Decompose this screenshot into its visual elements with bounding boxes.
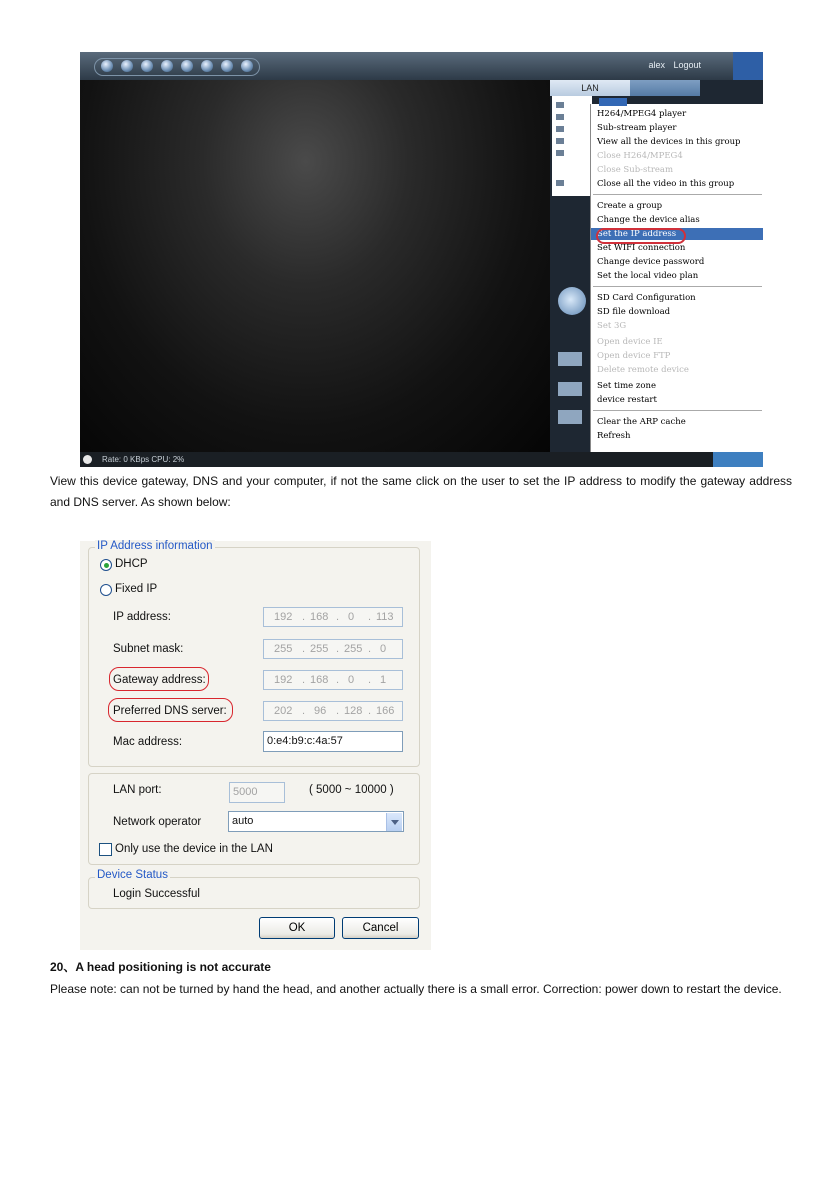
body-paragraph: Please note: can not be turned by hand the head, and another actually there is a small error. Correction: power down to restart the device. xyxy=(50,982,782,996)
list-icon[interactable] xyxy=(201,60,213,72)
fixed-ip-label: Fixed IP xyxy=(115,583,158,595)
mac-label: Mac address: xyxy=(113,736,183,748)
ip-octet: 1 xyxy=(380,674,387,686)
tree-node-icon[interactable] xyxy=(556,114,564,120)
ip-octet: 0 xyxy=(348,674,355,686)
menu-item[interactable]: H264/MPEG4 player xyxy=(597,109,687,119)
menu-item[interactable]: Refresh xyxy=(597,431,631,441)
network-operator-label: Network operator xyxy=(113,816,202,828)
ip-octet: 0 xyxy=(380,643,387,655)
user-icon[interactable] xyxy=(181,60,193,72)
device-status-text: Login Successful xyxy=(113,888,200,900)
menu-item-disabled: Open device FTP xyxy=(597,351,671,361)
highlight-oval xyxy=(596,228,686,244)
username: alex xyxy=(648,60,665,70)
status-bar xyxy=(80,452,763,467)
record-icon[interactable] xyxy=(558,352,582,366)
menu-separator xyxy=(593,286,762,287)
menu-item[interactable]: Change the device alias xyxy=(597,215,700,225)
tab-lan[interactable]: LAN xyxy=(550,80,630,96)
home-icon[interactable] xyxy=(141,60,153,72)
tree-node-icon[interactable] xyxy=(556,180,564,186)
lan-port-range: ( 5000 ~ 10000 ) xyxy=(309,784,394,796)
menu-item-disabled: Set 3G xyxy=(597,321,627,331)
ip-address-label: IP address: xyxy=(113,611,171,623)
menu-item[interactable]: Sub-stream player xyxy=(597,123,677,133)
ptz-control-icon[interactable] xyxy=(558,287,586,315)
menu-item[interactable]: SD file download xyxy=(597,307,671,317)
ip-octet: 0 xyxy=(348,611,355,623)
lan-port-label: LAN port: xyxy=(113,784,162,796)
menu-item-disabled: Delete remote device xyxy=(597,365,689,375)
ip-octet: 113 xyxy=(376,611,394,623)
user-area xyxy=(642,60,701,70)
settings-icon[interactable] xyxy=(558,410,582,424)
lan-only-label: Only use the device in the LAN xyxy=(115,843,273,855)
chevron-down-icon[interactable] xyxy=(386,813,402,831)
menu-item[interactable]: Create a group xyxy=(597,201,663,211)
ip-address-field[interactable]: 192 . 168 . 0 . 113 xyxy=(263,607,403,627)
network-operator-value: auto xyxy=(232,815,254,827)
corner-decoration xyxy=(713,452,763,467)
info-icon[interactable] xyxy=(241,60,253,72)
group-title: IP Address information xyxy=(97,540,213,552)
ok-button[interactable]: OK xyxy=(259,917,335,939)
mac-address-field[interactable]: 0:e4:b9:c:4a:57 xyxy=(263,731,403,752)
ip-octet: 202 xyxy=(274,705,293,717)
help-icon[interactable] xyxy=(221,60,233,72)
ip-octet: 168 xyxy=(310,611,329,623)
ip-octet: 255 xyxy=(274,643,293,655)
menu-item[interactable]: Change device password xyxy=(597,257,705,267)
menu-item[interactable]: Close all the video in this group xyxy=(597,179,735,189)
ip-octet: 255 xyxy=(310,643,329,655)
toolbar-icons xyxy=(94,58,260,76)
tree-node-icon[interactable] xyxy=(556,138,564,144)
menu-item[interactable]: View all the devices in this group xyxy=(597,137,741,147)
menu-item[interactable]: SD Card Configuration xyxy=(597,293,696,303)
menu-item-disabled: Open device IE xyxy=(597,337,663,347)
menu-separator xyxy=(593,194,762,195)
tree-node-icon[interactable] xyxy=(556,102,564,108)
status-info-icon xyxy=(83,455,92,464)
tree-node-icon[interactable] xyxy=(556,126,564,132)
ip-octet: 192 xyxy=(274,611,293,623)
ip-octet: 192 xyxy=(274,674,293,686)
ip-octet: 168 xyxy=(310,674,329,686)
dhcp-radio[interactable] xyxy=(100,559,112,571)
menu-item-disabled: Close Sub-stream xyxy=(597,165,674,175)
status-text: Rate: 0 KBps CPU: 2% xyxy=(102,455,185,464)
ip-address-dialog xyxy=(80,541,431,950)
section-heading: 20、A head positioning is not accurate xyxy=(50,960,271,974)
menu-separator xyxy=(593,410,762,411)
grid-icon[interactable] xyxy=(101,60,113,72)
device-status-title: Device Status xyxy=(97,869,168,881)
menu-item[interactable]: device restart xyxy=(597,395,657,405)
gateway-label: Gateway address: xyxy=(113,674,206,686)
network-operator-select[interactable] xyxy=(228,811,404,832)
menu-item[interactable]: Set WIFI connection xyxy=(597,243,686,253)
ip-octet: 166 xyxy=(376,705,395,717)
playback-icon[interactable] xyxy=(558,382,582,396)
selected-device-label xyxy=(599,98,627,106)
tab-remote[interactable] xyxy=(630,80,700,96)
camera-icon[interactable] xyxy=(121,60,133,72)
lan-port-field[interactable]: 5000 xyxy=(229,782,285,803)
body-paragraph: View this device gateway, DNS and your computer, if not the same click on the user to set the IP address to modify the gateway address and DNS server. As shown below: xyxy=(50,474,792,509)
gateway-field[interactable]: 192 . 168 . 0 . 1 xyxy=(263,670,403,690)
cancel-button[interactable]: Cancel xyxy=(342,917,419,939)
lan-only-checkbox[interactable] xyxy=(99,843,112,856)
dns-field[interactable]: 202 . 96 . 128 . 166 xyxy=(263,701,403,721)
ip-octet: 255 xyxy=(344,643,363,655)
logout-link[interactable]: Logout xyxy=(673,60,701,70)
corner-decoration xyxy=(733,52,763,80)
fixed-ip-radio[interactable] xyxy=(100,584,112,596)
menu-item[interactable]: Set time zone xyxy=(597,381,656,391)
client-screenshot xyxy=(80,52,763,467)
subnet-mask-field[interactable]: 255 . 255 . 255 . 0 xyxy=(263,639,403,659)
menu-item-disabled: Close H264/MPEG4 xyxy=(597,151,683,161)
video-view xyxy=(80,80,550,452)
ip-octet: 128 xyxy=(344,705,363,717)
menu-item[interactable]: Clear the ARP cache xyxy=(597,417,686,427)
menu-item[interactable]: Set the local video plan xyxy=(597,271,699,281)
dns-label: Preferred DNS server: xyxy=(113,705,227,717)
menu-item-set-ip-address[interactable]: Set the IP address xyxy=(591,228,763,240)
search-icon[interactable] xyxy=(161,60,173,72)
context-menu xyxy=(590,104,763,452)
subnet-mask-label: Subnet mask: xyxy=(113,643,184,655)
dhcp-label: DHCP xyxy=(115,558,148,570)
ip-octet: 96 xyxy=(314,705,327,717)
tree-node-icon[interactable] xyxy=(556,150,564,156)
